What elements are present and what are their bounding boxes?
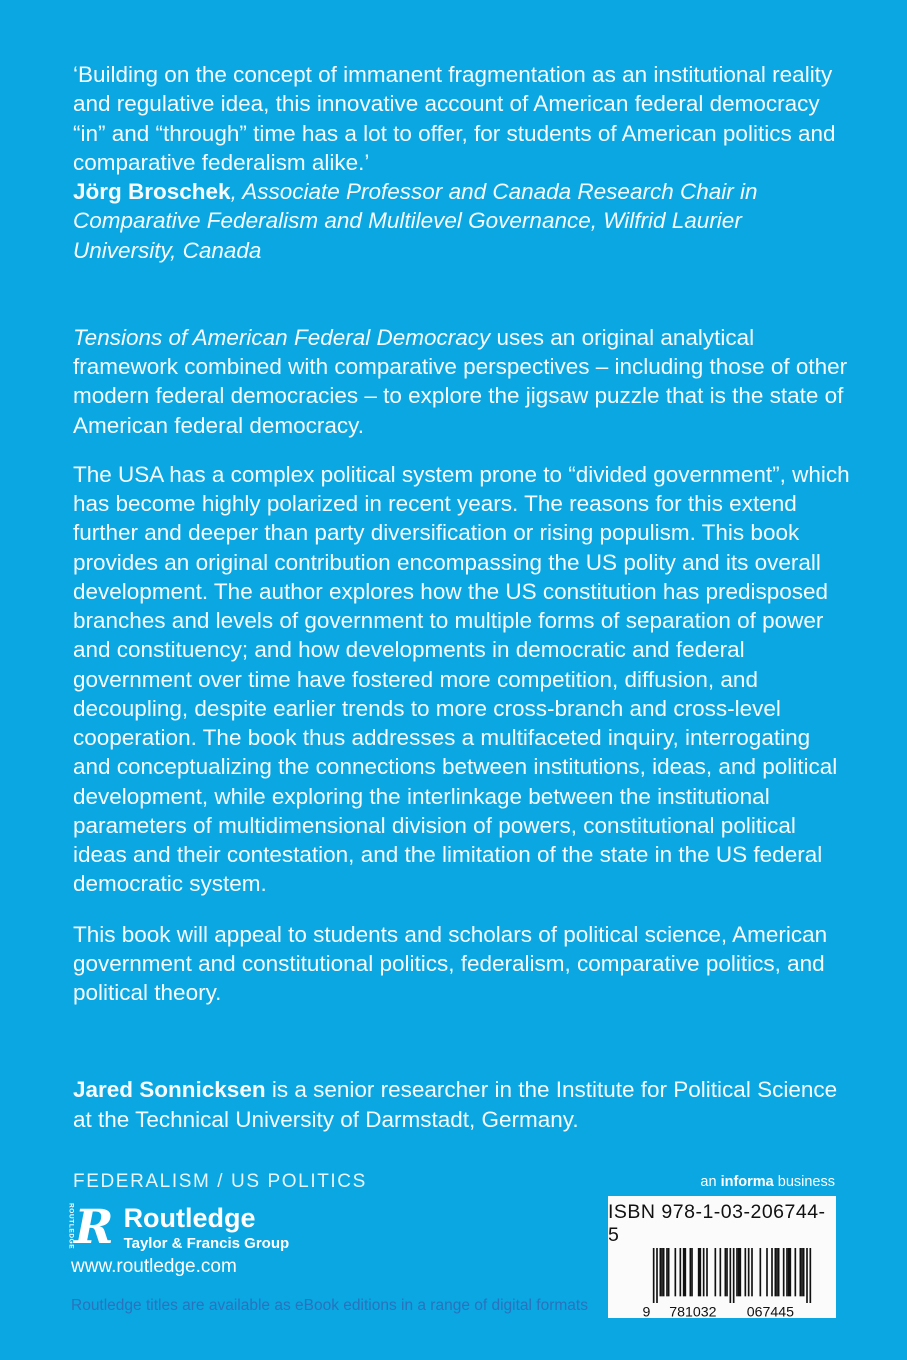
- review-attribution: [73, 177, 851, 265]
- informa-prefix: an: [700, 1174, 721, 1190]
- author-name: Jared Sonnicksen: [73, 1077, 266, 1103]
- routledge-vertical-text: ROUTLEDGE: [67, 1203, 75, 1250]
- publisher-name: Routledge: [123, 1203, 256, 1234]
- informa-business-line: [700, 1174, 835, 1190]
- barcode-digit-group3: 067445: [746, 1304, 794, 1318]
- publisher-group: Taylor & Francis Group: [123, 1234, 290, 1252]
- isbn-label: ISBN 978-1-03-206744-5: [608, 1201, 826, 1246]
- ebook-availability-note: Routledge titles are available as eBook editions in a range of digital formats: [71, 1297, 588, 1314]
- publisher-logo-text: [124, 1204, 290, 1251]
- informa-brand: informa: [720, 1174, 774, 1190]
- routledge-logo-mark-icon: [67, 1200, 114, 1255]
- back-cover-text-block: [73, 60, 851, 1194]
- synopsis-audience: This book will appeal to students and scholars of political science, American government and constitutional politics, federalism, comparative politics, and political theory.: [73, 921, 828, 1005]
- routledge-r-icon: R: [74, 1200, 114, 1255]
- publisher-logo: [67, 1200, 290, 1255]
- author-bio-text: is a senior researcher in the Institute for Political Science at the Technical University of Darmstadt, Germany.: [73, 1077, 838, 1132]
- reviewer-name: Jörg Broschek: [73, 179, 231, 204]
- category-label: FEDERALISM / US POLITICS: [73, 1170, 367, 1192]
- author-bio: [73, 1075, 851, 1134]
- publisher-website: www.routledge.com: [71, 1256, 237, 1277]
- barcode-digit-group2: 781032: [669, 1304, 717, 1318]
- informa-suffix: business: [773, 1174, 835, 1190]
- review-quote: ‘Building on the concept of immanent fragmentation as an institutional reality and regulative idea, this innovative account of American federal democracy “in” and “through” time has a lot to offer, for students of American politics and comparative federalism alike.’: [73, 62, 836, 175]
- synopsis-intro-text: uses an original analytical framework combined with comparative perspectives – including those of other modern federal democracies – to explore the jigsaw puzzle that is the state of American federal democracy.: [73, 324, 848, 438]
- reviewer-title: , Associate Professor and Canada Research Chair in Comparative Federalism and Multilevel Governance, Wilfrid Laurier University, Canada: [73, 179, 758, 263]
- isbn-barcode-box: [608, 1196, 836, 1318]
- synopsis-intro: [73, 323, 851, 440]
- barcode-svg: [615, 1248, 829, 1318]
- book-title: Tensions of American Federal Democracy: [73, 324, 491, 350]
- synopsis-body: The USA has a complex political system prone to “divided government”, which has become highly polarized in recent years. The reasons for this extend further and deeper than party diversification or rising populism. This book provides an original contribution encompassing the US polity and its overall development. The author explores how the US constitution has predisposed branches and levels of government to multiple forms of separation of power and constituency; and how developments in democratic and federal government over time have fostered more competition, diffusion, and decoupling, despite earlier trends to more cross-branch and cross-level cooperation. The book thus addresses a multifaceted inquiry, interrogating and conceptualizing the connections between institutions, ideas, and political development, while exploring the interlinkage between the institutional parameters of multidimensional division of powers, constitutional political ideas and their contestation, and the limitation of the state in the US federal democratic system.: [73, 461, 850, 897]
- barcode-digit-group1: 9: [642, 1304, 651, 1318]
